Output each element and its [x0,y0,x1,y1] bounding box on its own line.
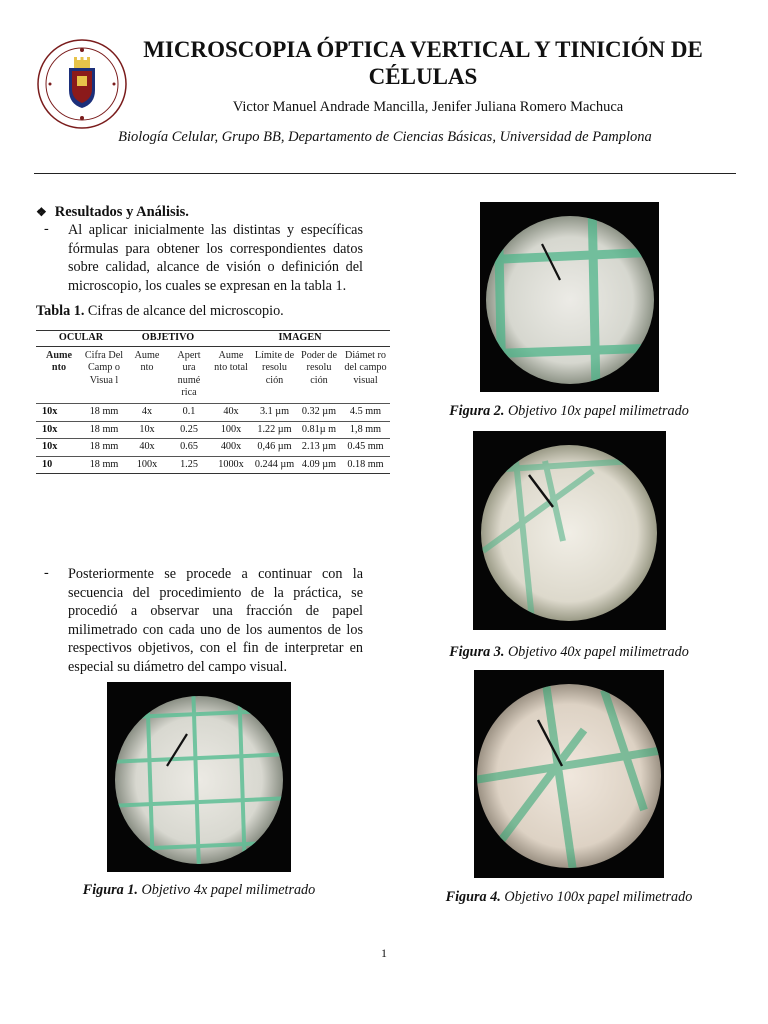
table-cell: 0.45 mm [341,439,390,457]
group-objetivo: OBJETIVO [126,331,210,347]
table-cell: 4.09 µm [297,456,341,474]
figure-1-image [107,682,291,872]
table-cell: 400x [210,439,252,457]
figure-3-image [473,431,666,630]
section-heading [36,204,189,221]
table-cell: 3.1 µm [252,403,297,421]
table-cell: 40x [210,403,252,421]
figure-2-caption [436,403,702,420]
diamond-bullet-icon: ❖ [36,205,47,219]
table-group-header-row [36,331,390,347]
column-header: Límite de resolu ción [254,349,295,386]
paragraph-intro: Al aplicar inicialmente las distintas y específicas fórmulas para obtener los correspondientes datos sobre calidad, alcance de visión o definición del microscopio, los cuales se expresan en la tabla 1. [68,222,363,294]
column-header: Aume nto total [214,349,248,374]
column-header: Diámet ro del campo visual [344,349,387,386]
table-row [36,456,390,474]
header-divider [34,173,736,174]
table-cell: 1.22 µm [252,421,297,439]
table-caption-text: Cifras de alcance del microscopio. [84,303,284,319]
figure-4-text: Objetivo 100x papel milimetrado [500,889,693,905]
table-cell: 0.244 µm [252,456,297,474]
table-cell: 4x [126,403,168,421]
table-row [36,421,390,439]
table-row [36,439,390,457]
section-heading-text: Resultados y Análisis. [54,204,189,220]
university-seal-logo [36,38,128,130]
table-caption-label: Tabla 1. [36,303,85,319]
figure-1-label: Figura 1. [82,882,138,898]
paragraph-procedure: Posteriormente se procede a continuar con la secuencia del procedimiento de la práctica, se procedió a observar una fracción de papel milimetrado con cada uno de los aumentos de los respectivos objetivos, con el fin de interpretar en especial su diámetro del campo visual. [68,566,363,675]
table-cell: 0.81µ m [297,421,341,439]
table-cell: 0.18 mm [341,456,390,474]
table-cell: 0.1 [168,403,210,421]
table-cell: 1000x [210,456,252,474]
table-caption [36,303,284,320]
table-row [36,403,390,421]
table-cell: 100x [210,421,252,439]
table-cell: 0,46 µm [252,439,297,457]
figure-4-caption [436,889,702,906]
table-cell: 10x [36,403,82,421]
group-imagen: IMAGEN [210,331,390,347]
figure-1-caption [36,882,362,899]
figure-2-image [480,202,659,392]
authors-line: Victor Manuel Andrade Mancilla, Jenifer Juliana Romero Machuca [232,99,624,115]
table-cell: 0.25 [168,421,210,439]
document-title: MICROSCOPIA ÓPTICA VERTICAL Y TINICIÓN DE CÉLULAS [143,37,703,89]
table-cell: 100x [126,456,168,474]
list-dash: - [44,565,49,581]
table-cell: 10x [36,421,82,439]
figure-2-text: Objetivo 10x papel milimetrado [504,403,689,419]
column-header: Aume nto [45,349,73,374]
figure-2-label: Figura 2. [449,403,505,419]
table-cell: 18 mm [82,456,126,474]
table-cell: 0.32 µm [297,403,341,421]
table-cell: 18 mm [82,439,126,457]
affiliation-line: Biología Celular, Grupo BB, Departamento de Ciencias Básicas, Universidad de Pamplona [118,129,652,145]
column-header: Apert ura numé rica [177,349,201,399]
table-cell: 0.65 [168,439,210,457]
table-cell: 1,8 mm [341,421,390,439]
column-header: Poder de resolu ción [301,349,337,386]
table-cell: 10x [36,439,82,457]
microscope-range-table [36,330,390,474]
figure-1-text: Objetivo 4x papel milimetrado [137,882,316,898]
table-column-header-row [36,346,390,403]
figure-3-caption [436,644,702,661]
table-cell: 4.5 mm [341,403,390,421]
column-header: Aume nto [134,349,160,374]
table-cell: 40x [126,439,168,457]
list-dash: - [44,221,49,237]
group-ocular: OCULAR [36,331,126,347]
figure-3-label: Figura 3. [449,644,505,660]
table-cell: 2.13 µm [297,439,341,457]
table-cell: 1.25 [168,456,210,474]
column-header: Cifra Del Camp o Visua l [84,349,124,386]
table-cell: 10x [126,421,168,439]
figure-4-image [474,670,664,878]
table-cell: 18 mm [82,403,126,421]
figure-3-text: Objetivo 40x papel milimetrado [504,644,689,660]
page-number: 1 [381,946,387,960]
table-cell: 10 [36,456,82,474]
table-cell: 18 mm [82,421,126,439]
figure-4-label: Figura 4. [445,889,501,905]
